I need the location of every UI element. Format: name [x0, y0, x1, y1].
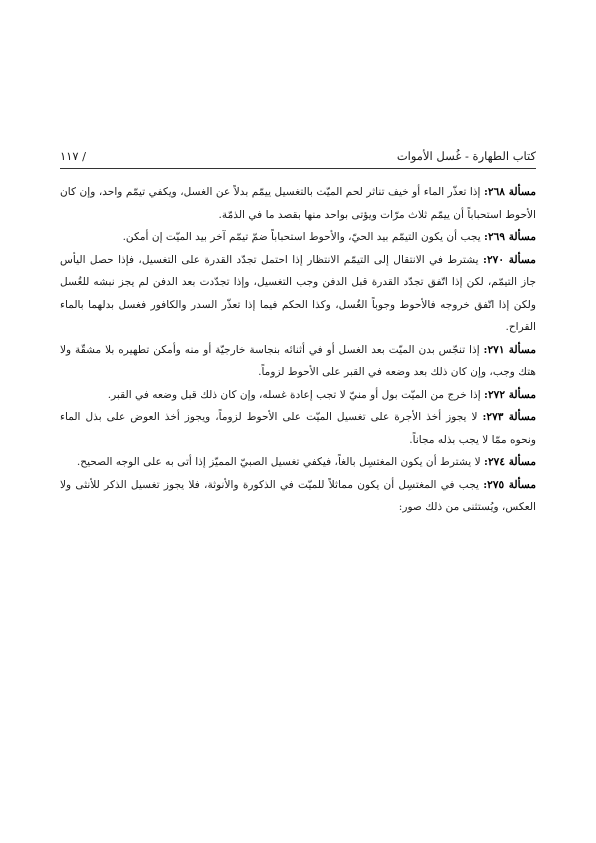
issue-label: مسألة ٢٧٢:	[484, 388, 536, 401]
page-number: / ١١٧	[60, 149, 87, 163]
issue-274	[60, 451, 536, 474]
book-page	[60, 148, 536, 519]
issue-label: مسألة ٢٧١:	[483, 343, 536, 356]
page-body	[60, 181, 536, 519]
issue-text: يشترط في الانتقال إلى التيمّم الانتظار إذا احتمل تجدّد القدرة على التغسيل، فإذا حصل اليأس جاز التيمّم، لكن إذا اتّفق تجدّد القدرة قبل الدفن وجب التغسيل، وإذا تجدّدت بعد الدفن لم يجز نبشه للغُسل ولكن إذا اتّفق خروجه فالأحوط وجوباً الغُسل، وكذا الحكم فيما إذا تعذّر السدر والكافور فغسل بدلهما بالماء القراح.	[60, 253, 536, 333]
issue-text: إذا خرج من الميّت بول أو منيّ لا تجب إعادة غسله، وإن كان ذلك قبل وضعه في القبر.	[107, 388, 485, 401]
issue-label: مسألة ٢٧٣:	[482, 411, 536, 423]
issue-label: مسألة ٢٧٥:	[483, 478, 536, 491]
issue-label: مسألة ٢٦٨:	[483, 186, 537, 198]
chapter-title: كتاب الطهارة - غُسل الأموات	[396, 149, 536, 163]
issue-label: مسألة ٢٦٩:	[484, 231, 536, 243]
issue-270	[60, 249, 536, 339]
issue-text: يجب أن يكون التيمّم بيد الحيّ، والأحوط استحباباً ضمّ تيمّم آخر بيد الميّت إن أمكن.	[122, 231, 485, 243]
issue-text: لا يجوز أخذ الأجرة على تغسيل الميّت على الأحوط لزوماً، ويجوز أخذ العوض على بذل الماء ونحوه ممّا لا يجب بذله مجاناً.	[60, 411, 536, 446]
running-header	[60, 148, 536, 169]
issue-268	[60, 181, 536, 226]
issue-text: يجب في المغتسِل أن يكون مماثلاً للميّت في الذكورة والأنوثة، فلا يجوز تغسيل الذكر للأنثى ولا العكس، ويُستثنى من ذلك صور:	[60, 478, 536, 513]
issue-label: مسألة ٢٧٠:	[483, 253, 536, 266]
issue-label: مسألة ٢٧٤:	[484, 456, 536, 468]
issue-text: إذا تنجّس بدن الميّت بعد الغسل أو في أثنائه بنجاسة خارجيّة أو منه وأمكن تطهيره بلا مشقّة ولا هتك وجب، وإن كان ذلك بعد وضعه في القبر على الأحوط لزوماً.	[60, 343, 536, 378]
issue-269	[60, 226, 536, 249]
issue-text: لا يشترط أن يكون المغتسِل بالغاً، فيكفي تغسيل الصبيّ المميّز إذا أتى به على الوجه الصحيح.	[76, 456, 485, 468]
issue-271	[60, 339, 536, 384]
issue-text: إذا تعذّر الماء أو خيف تناثر لحم الميّت بالتغسيل ييمّم بدلاً عن الغسل، ويكفي تيمّم واحد، وإن كان الأحوط استحباباً أن ييمّم ثلاث مرّات ويؤتى بواحد منها بقصد ما في الذمّة.	[60, 186, 536, 221]
issue-275	[60, 474, 536, 519]
issue-273	[60, 406, 536, 451]
issue-272	[60, 384, 536, 407]
